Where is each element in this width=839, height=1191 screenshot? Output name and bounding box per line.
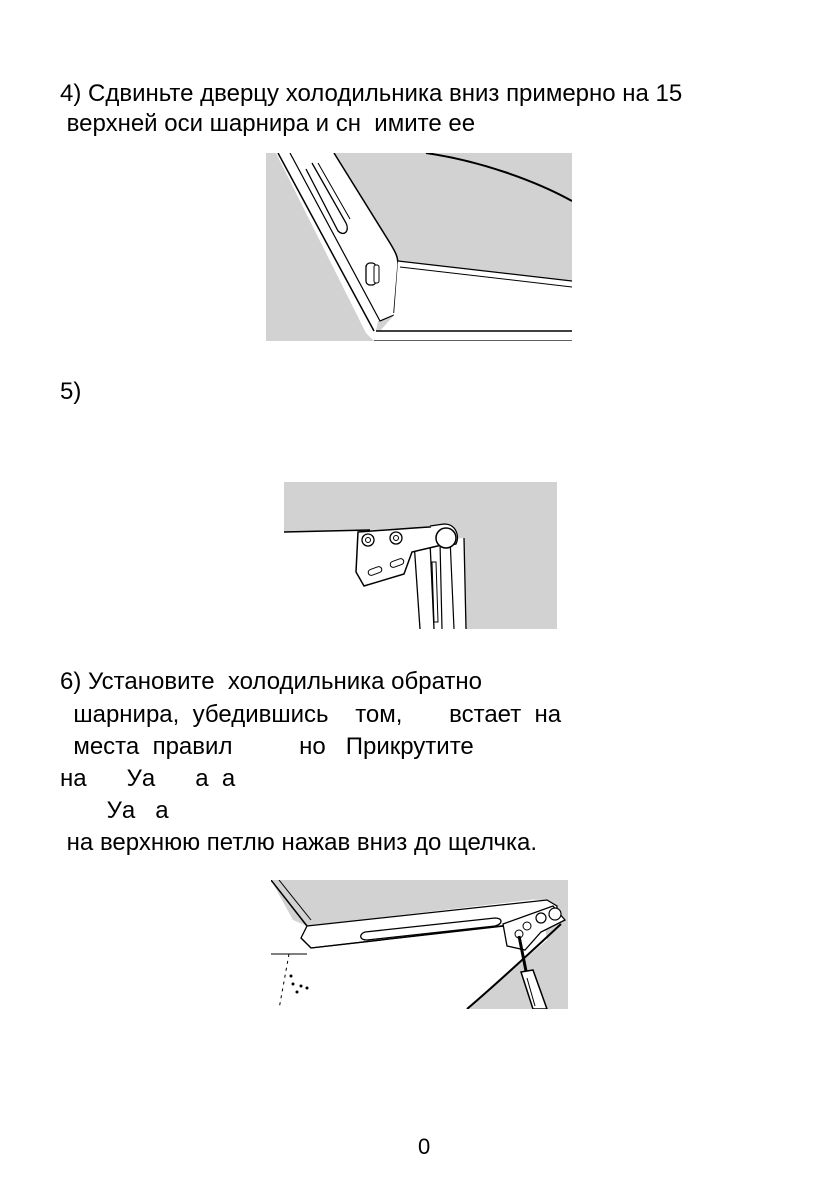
step6-text-line5: Уа а bbox=[60, 797, 169, 824]
page-number: 0 bbox=[418, 1134, 431, 1159]
step6-text-line3: места правил но Прикрутите bbox=[60, 733, 474, 760]
figure-door-removal bbox=[266, 153, 572, 341]
step4-text-line2: верхней оси шарнира и сн имите ее bbox=[60, 110, 476, 137]
step6-text-line1: 6) Установите холодильника обратно bbox=[60, 668, 483, 695]
step4-text-line1: 4) Сдвиньте дверцу холодильника вниз примерно на 15 bbox=[60, 80, 683, 107]
figure-screw-hinge bbox=[271, 880, 568, 1009]
step6-text-line6: на верхнюю петлю нажав вниз до щелчка. bbox=[60, 829, 538, 856]
figure-hinge-bracket bbox=[284, 482, 557, 629]
step6-text-line2: шарнира, убедившись том, встает на bbox=[60, 701, 562, 728]
step6-text-line4: на Уа а а bbox=[60, 765, 236, 792]
step5-label: 5) bbox=[60, 378, 82, 405]
